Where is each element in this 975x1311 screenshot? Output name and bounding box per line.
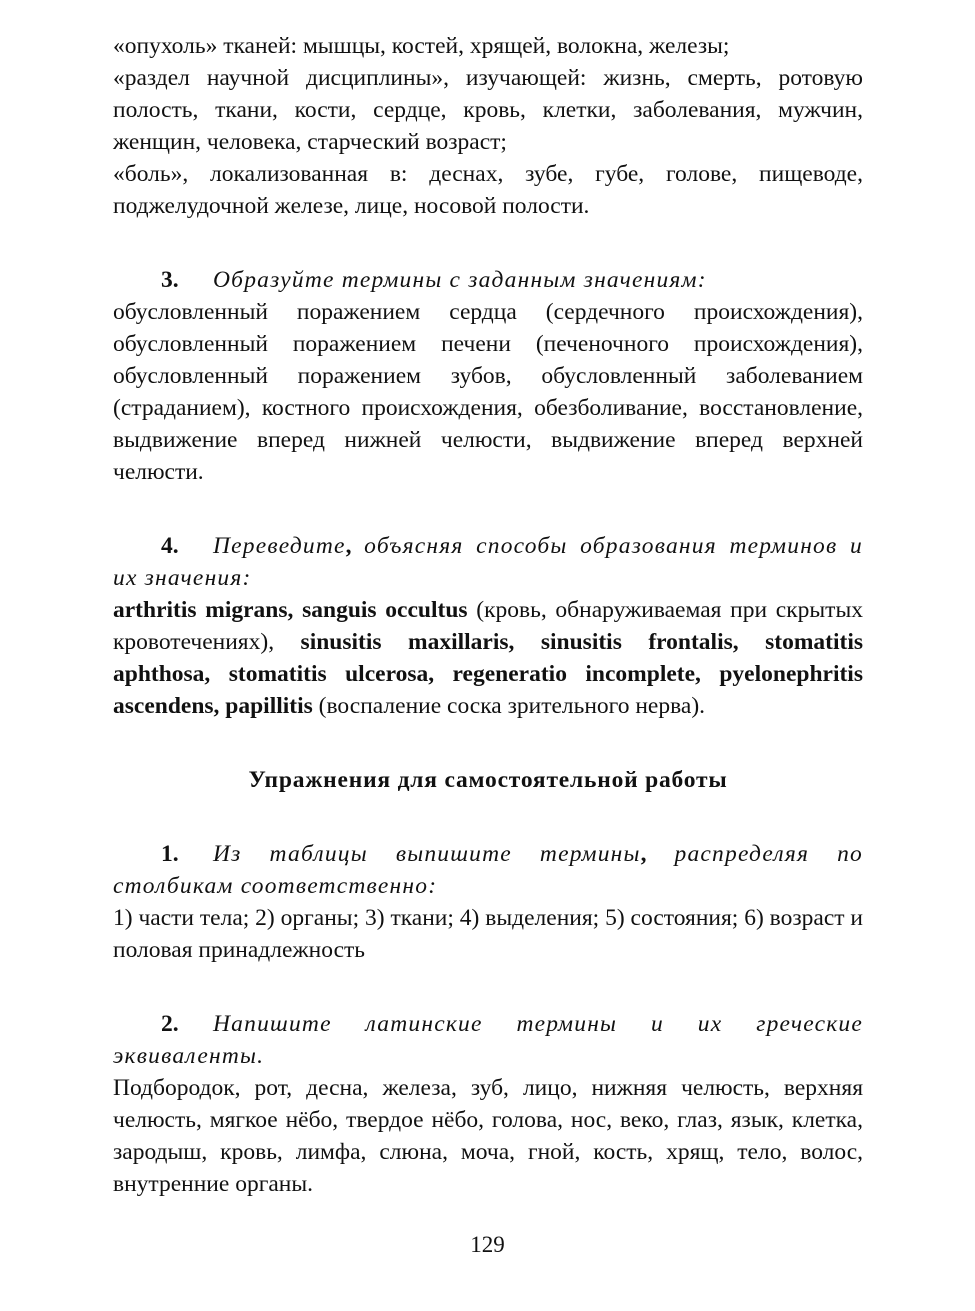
task-4-note-1: (кровь, обнаруживаемая при скрытых кровотечениях), xyxy=(113,597,863,655)
self-task-1-number: 1. xyxy=(161,841,179,867)
task-4 xyxy=(113,530,863,722)
self-task-1-body: 1) части тела; 2) органы; 3) ткани; 4) выделения; 5) состояния; 6) возраст и половая принадлежность xyxy=(113,905,863,963)
task-3-instruction: Образуйте термины с заданным значениям: xyxy=(213,267,707,293)
intro-line-tumor: «опухоль» тканей: мышцы, костей, хрящей, волокна, железы; xyxy=(113,33,730,59)
task-4-terms-2: sinusitis maxillaris, sinusitis frontalis, stomatitis aphthosa, stomatitis ulcerosa, regeneratio incomplete, pyelonephritis ascendens, papillitis xyxy=(113,629,863,719)
page-number: 129 xyxy=(470,1232,505,1257)
self-task-2 xyxy=(113,1008,863,1200)
self-task-1-heading xyxy=(113,838,863,902)
task-3 xyxy=(113,264,863,488)
self-task-2-number: 2. xyxy=(161,1011,179,1037)
task-4-instruction-part2: объясняя способы образования терминов и их значения: xyxy=(113,533,863,591)
task-4-number: 4. xyxy=(161,533,179,559)
self-task-1-comma: , xyxy=(640,841,647,867)
page-content xyxy=(113,30,863,1200)
task-3-heading xyxy=(113,264,863,296)
self-task-1 xyxy=(113,838,863,966)
task-3-number: 3. xyxy=(161,267,179,293)
task-4-comma: , xyxy=(345,533,352,559)
task-4-note-2: (воспаление соска зрительного нерва). xyxy=(312,693,706,719)
task-4-terms-1: arthritis migrans, sanguis occultus xyxy=(113,597,468,623)
task-4-heading xyxy=(113,530,863,594)
self-task-1-instruction-part1: Из таблицы выпишите термины xyxy=(213,841,641,867)
intro-line-pain: «боль», локализованная в: деснах, зубе, губе, голове, пищеводе, поджелудочной железе, лице, носовой полости. xyxy=(113,161,863,219)
intro-block xyxy=(113,30,863,222)
task-4-body xyxy=(113,594,863,722)
self-task-2-body: Подбородок, рот, десна, железа, зуб, лицо, нижняя челюсть, верхняя челюсть, мягкое нёбо, твердое нёбо, голова, нос, веко, глаз, язык, клетка, зародыш, кровь, лимфа, слюна, моча, гной, кость, хрящ, тело, волос, внутренние органы. xyxy=(113,1075,863,1197)
self-task-2-instruction: Напишите латинские термины и их греческие эквиваленты. xyxy=(113,1011,863,1069)
task-4-instruction-part1: Переведите xyxy=(213,533,346,559)
self-task-2-heading xyxy=(113,1008,863,1072)
task-3-body: обусловленный поражением сердца (сердечного происхождения), обусловленный поражением печени (печеночного происхождения), обусловленный поражением зубов, обусловленный заболеванием (страданием), костного происхождения, обезболивание, восстановление, выдвижение вперед нижней челюсти, выдвижение вперед верхней челюсти. xyxy=(113,299,863,485)
intro-line-discipline: «раздел научной дисциплины», изучающей: жизнь, смерть, ротовую полость, ткани, кости, сердце, кровь, клетки, заболевания, мужчин, женщин, человека, старческий возраст; xyxy=(113,65,863,155)
section-title: Упражнения для самостоятельной работы xyxy=(248,767,728,793)
self-task-1-instruction-part2: распределяя по столбикам соответственно: xyxy=(113,841,863,899)
